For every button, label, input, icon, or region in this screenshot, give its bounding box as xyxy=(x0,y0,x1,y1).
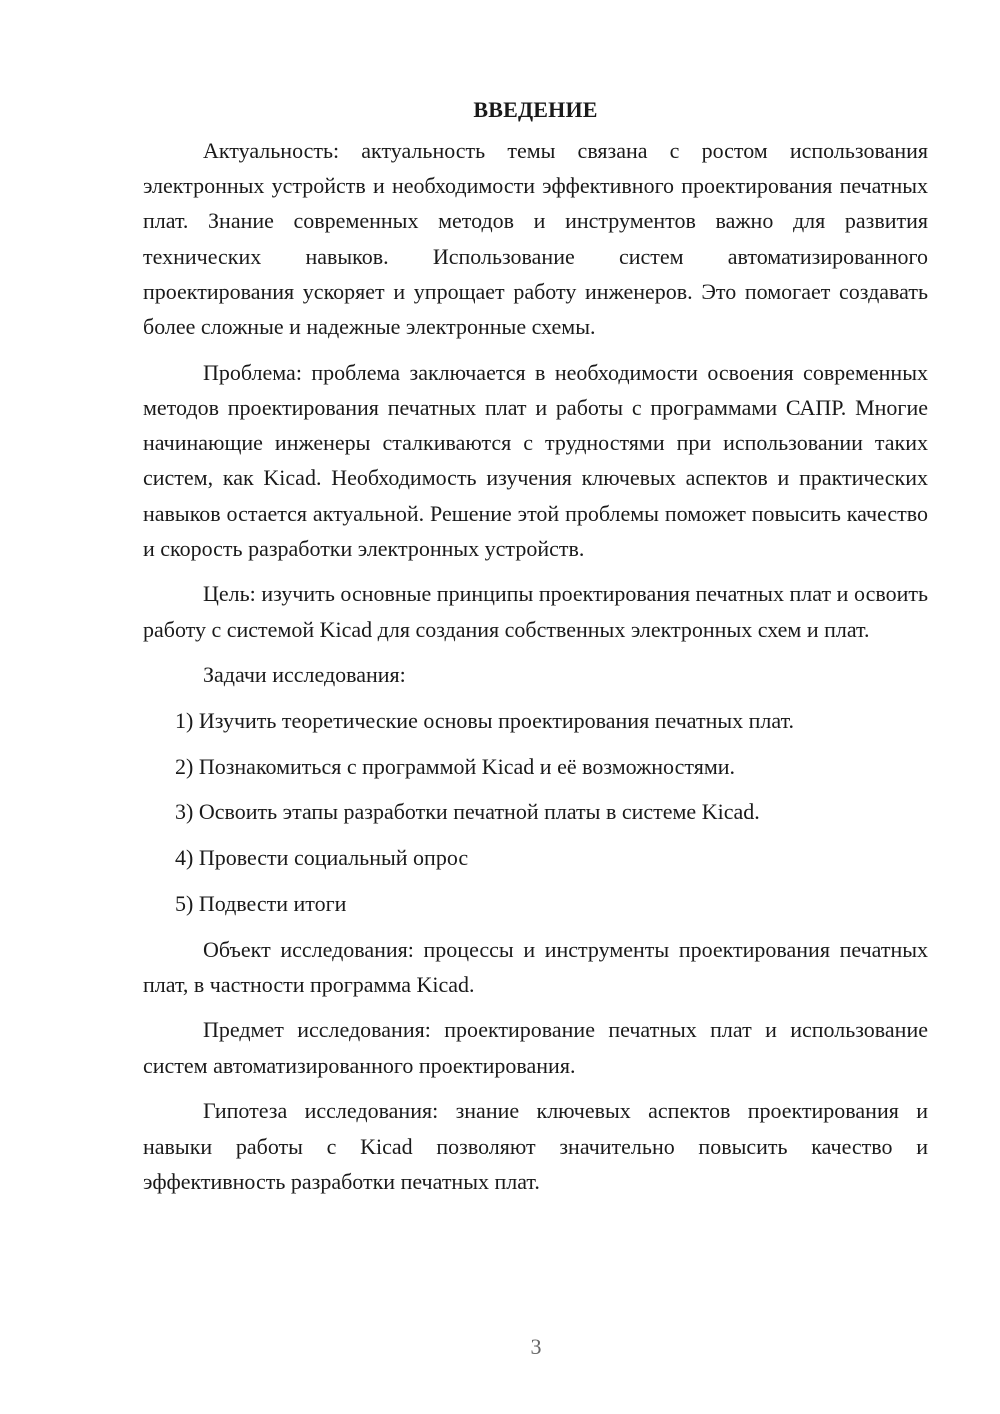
document-page xyxy=(143,92,928,1209)
section-heading: ВВЕДЕНИЕ xyxy=(473,97,598,122)
list-item: 5) Подвести итоги xyxy=(175,890,347,916)
paragraph-tasks-intro: Задачи исследования: xyxy=(203,662,406,688)
paragraph-problem: Проблема: проблема заключается в необходимости освоения современных методов проектирования печатных плат и работы с программами САПР. Многие начинающие инженеры сталкиваются с трудностями при использовании таких систем, как Kicad. Необходимость изучения ключевых аспектов и практических навыков остается актуальной. Решение этой проблемы поможет повысить качество и скорость разработки электронных устройств. xyxy=(143,359,928,561)
paragraph-subject: Предмет исследования: проектирование печатных плат и использование систем автоматизированного проектирования. xyxy=(143,1017,928,1078)
tasks-list xyxy=(143,703,928,921)
list-item: 4) Провести социальный опрос xyxy=(175,845,469,871)
paragraph-hypothesis: Гипотеза исследования: знание ключевых аспектов проектирования и навыки работы с Kicad позволяют значительно повысить качество и эффективность разработки печатных плат. xyxy=(143,1098,928,1194)
list-item: 1) Изучить теоретические основы проектирования печатных плат. xyxy=(175,708,795,734)
paragraph-object: Объект исследования: процессы и инструменты проектирования печатных плат, в частности программа Kicad. xyxy=(143,936,928,997)
paragraph-goal: Цель: изучить основные принципы проектирования печатных плат и освоить работу с системой Kicad для создания собственных электронных схем и плат. xyxy=(143,581,928,642)
page-number: 3 xyxy=(530,1334,542,1359)
list-item: 3) Освоить этапы разработки печатной платы в системе Kicad. xyxy=(175,799,760,825)
list-item: 2) Познакомиться с программой Kicad и её возможностями. xyxy=(175,753,736,779)
paragraph-relevance: Актуальность: актуальность темы связана с ростом использования электронных устройств и необходимости эффективного проектирования печатных плат. Знание современных методов и инструментов важно для развития технических навыков. Использование систем автоматизированного проектирования ускоряет и упрощает работу инженеров. Это помогает создавать более сложные и надежные электронные схемы. xyxy=(143,138,928,340)
